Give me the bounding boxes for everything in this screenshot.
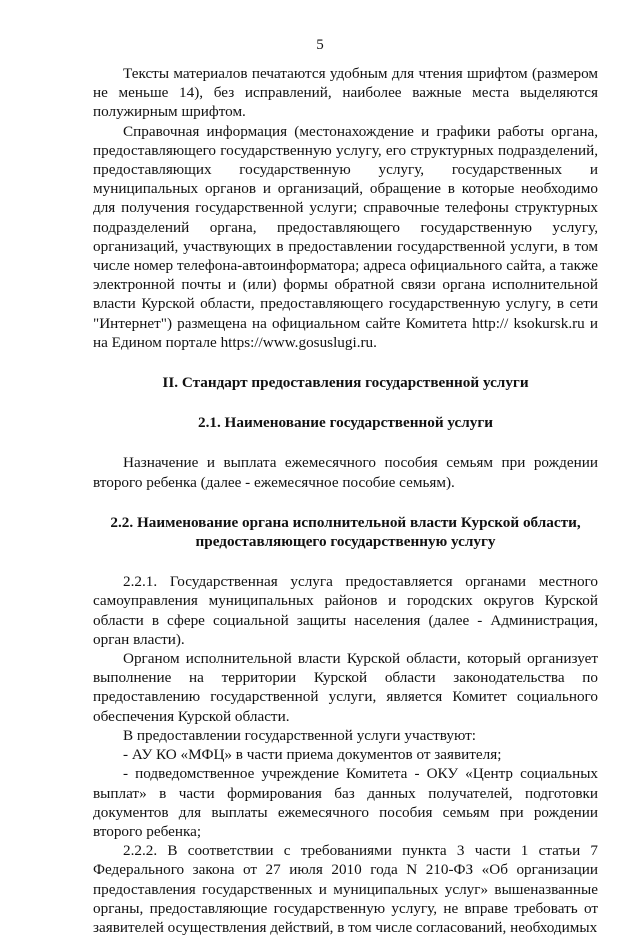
document-body bbox=[93, 64, 598, 937]
paragraph-2-2-2: 2.2.2. В соответствии с требованиями пункта 3 части 1 статьи 7 Федерального закона от 27 июля 2010 года N 210-ФЗ «Об организации предоставления государственных и муниципальных услуг» вышеназванные органы, предоставляющие государственную услугу, не вправе требовать от заявителей осуществления действий, в том числе согласований, необходимых bbox=[93, 842, 598, 936]
paragraph-2-2-1: 2.2.1. Государственная услуга предоставляется органами местного самоуправления муниципальных районов и городских округов Курской области в сфере социальной защиты населения (далее - Администрация, орган власти). bbox=[93, 573, 598, 648]
subsection-2-1-title: 2.1. Наименование государственной услуги bbox=[197, 414, 494, 432]
subsection-2-2-title-line1: 2.2. Наименование органа исполнительной власти Курской области, bbox=[110, 513, 581, 531]
paragraph-font-requirements: Тексты материалов печатаются удобным для чтения шрифтом (размером не меньше 14), без исправлений, наиболее важные места выделяются полужирным шрифтом. bbox=[93, 65, 598, 121]
section-title: II. Стандарт предоставления государственной услуги bbox=[162, 374, 529, 392]
subsection-2-2-title-line2: предоставляющего государственную услугу bbox=[195, 533, 496, 551]
list-item-oku: - подведомственное учреждение Комитета - ОКУ «Центр социальных выплат» в части формирования баз данных получателей, подготовки документов для выплаты ежемесячного пособия семьям при рождении второго ребенка; bbox=[93, 765, 598, 840]
paragraph-service-name: Назначение и выплата ежемесячного пособия семьям при рождении второго ребенка (далее - ежемесячное пособие семьям). bbox=[93, 454, 598, 491]
paragraph-participants: В предоставлении государственной услуги участвуют: bbox=[123, 726, 476, 744]
paragraph-organizer: Органом исполнительной власти Курской области, который организует выполнение на территории Курской области законодательства по предоставлению государственной услуги, является Комитет социального обеспечения Курской области. bbox=[93, 650, 598, 725]
list-item-mfc: - АУ КО «МФЦ» в части приема документов от заявителя; bbox=[123, 746, 502, 764]
paragraph-reference-information: Справочная информация (местонахождение и графики работы органа, предоставляющего государственную услугу, его структурных подразделений, предоставляющих государственную услугу, государственных и муниципальных органов и организаций, обращение в которые необходимо для получения государственной услуги; справочные телефоны структурных подразделений органа, предоставляющего государственную услугу, организаций, участвующих в предоставлении государственной услуги, в том числе номер телефона-автоинформатора; адреса официального сайта, а также электронной почты и (или) формы обратной связи органа исполнительной власти Курской области, предоставляющего государственную услугу, в сети "Интернет") размещена на официальном сайте Комитета http:// ksokursk.ru и на Едином портале https://www.gosuslugi.ru. bbox=[93, 122, 598, 351]
page-number: 5 bbox=[316, 37, 324, 53]
